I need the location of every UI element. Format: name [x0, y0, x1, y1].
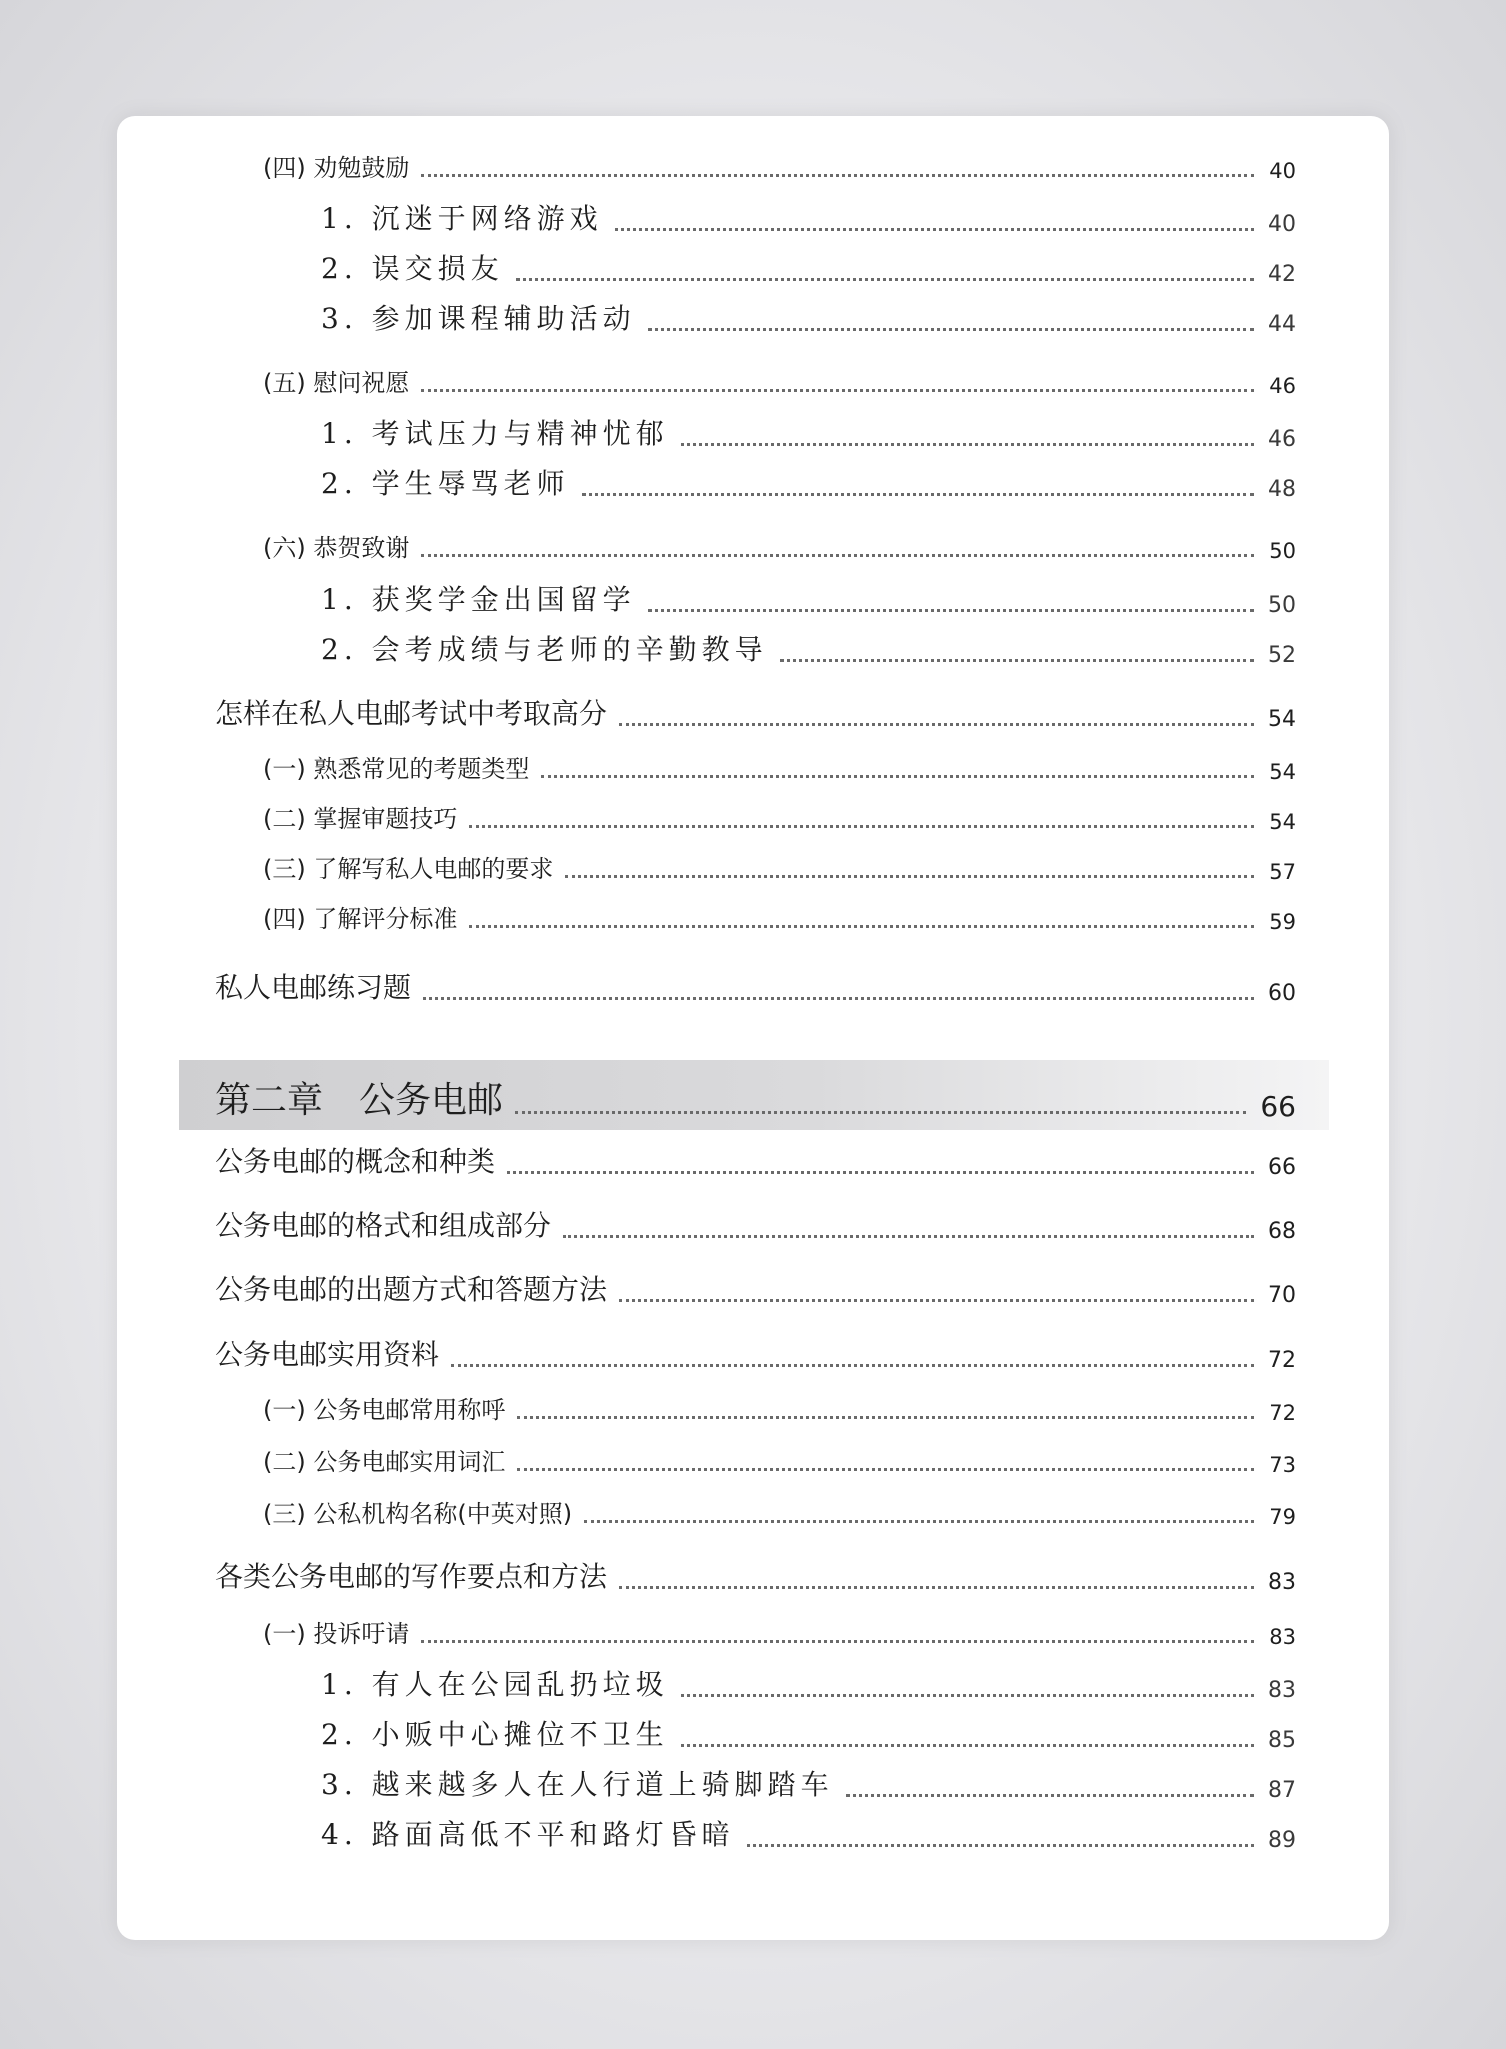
- dot-leader: [421, 174, 1254, 177]
- dot-leader: [619, 1586, 1254, 1589]
- page-number: 46: [1269, 374, 1296, 398]
- toc-entry-exam-tips-4[interactable]: [263, 899, 1296, 934]
- entry-label: 公务电邮实用资料: [215, 1338, 440, 1371]
- entry-label: 2. 会考成绩与老师的辛勤教导: [321, 633, 768, 666]
- dot-leader: [780, 659, 1254, 662]
- page-number: 59: [1269, 910, 1296, 934]
- dot-leader: [516, 278, 1254, 281]
- entry-label: (五) 慰问祝愿: [263, 369, 410, 397]
- page-number: 54: [1268, 707, 1296, 732]
- dot-leader: [421, 554, 1254, 557]
- page-number: 68: [1268, 1219, 1296, 1244]
- entry-label: 1. 获奖学金出国留学: [321, 583, 636, 616]
- toc-entry-writing-points-1-4[interactable]: [321, 1813, 1296, 1853]
- entry-label: 公务电邮的出题方式和答题方法: [215, 1273, 608, 1306]
- dot-leader: [541, 775, 1254, 778]
- entry-label: (一) 公务电邮常用称呼: [263, 1396, 506, 1424]
- page-number: 72: [1269, 1401, 1296, 1425]
- dot-leader: [648, 328, 1254, 331]
- toc-entry-writing-points[interactable]: [215, 1555, 1296, 1595]
- entry-label: 1. 有人在公园乱扔垃圾: [321, 1668, 669, 1701]
- page-number: 89: [1268, 1828, 1296, 1853]
- page-number: 57: [1269, 860, 1296, 884]
- entry-label: (四) 了解评分标准: [263, 905, 458, 933]
- dot-leader: [517, 1416, 1254, 1419]
- page-number: 83: [1268, 1678, 1296, 1703]
- dot-leader: [563, 1235, 1254, 1238]
- entry-label: 公务电邮的概念和种类: [215, 1145, 496, 1178]
- toc-entry-exam-tips-1[interactable]: [263, 749, 1296, 784]
- toc-entry-method[interactable]: [215, 1268, 1296, 1308]
- entry-label: 私人电邮练习题: [215, 971, 412, 1004]
- dot-leader: [421, 1640, 1254, 1643]
- toc-entry-section-4-1[interactable]: [321, 197, 1296, 237]
- toc-entry-format[interactable]: [215, 1204, 1296, 1244]
- entry-label: (二) 公务电邮实用词汇: [263, 1448, 506, 1476]
- dot-leader: [582, 493, 1254, 496]
- page-number: 52: [1268, 643, 1296, 668]
- entry-label: 1. 沉迷于网络游戏: [321, 202, 603, 235]
- page-number: 85: [1268, 1728, 1296, 1753]
- entry-label: 2. 误交损友: [321, 252, 504, 285]
- toc-entry-section-4-2[interactable]: [321, 247, 1296, 287]
- page-number: 70: [1268, 1283, 1296, 1308]
- dot-leader: [469, 925, 1254, 928]
- toc-entry-chapter-2[interactable]: [215, 1072, 1296, 1123]
- entry-label: (六) 恭贺致谢: [263, 534, 410, 562]
- toc-entry-writing-points-1[interactable]: [263, 1614, 1296, 1649]
- toc-entry-concept[interactable]: [215, 1140, 1296, 1180]
- toc-entry-section-4-3[interactable]: [321, 297, 1296, 337]
- page-number: 60: [1268, 981, 1296, 1006]
- dot-leader: [469, 825, 1254, 828]
- toc-page: [117, 116, 1389, 1940]
- entry-label: 4. 路面高低不平和路灯昏暗: [321, 1818, 735, 1851]
- page-number: 73: [1269, 1453, 1296, 1477]
- toc-entry-section-5-1[interactable]: [321, 412, 1296, 452]
- entry-label: 3. 越来越多人在人行道上骑脚踏车: [321, 1768, 834, 1801]
- page-number: 54: [1269, 760, 1296, 784]
- toc-entry-writing-points-1-2[interactable]: [321, 1713, 1296, 1753]
- page-number: 40: [1269, 159, 1296, 183]
- toc-entry-exam-tips-2[interactable]: [263, 799, 1296, 834]
- page-number: 66: [1268, 1155, 1296, 1180]
- toc-entry-section-6-1[interactable]: [321, 578, 1296, 618]
- page-number: 40: [1268, 212, 1296, 237]
- dot-leader: [517, 1468, 1254, 1471]
- entry-label: 公务电邮的格式和组成部分: [215, 1209, 552, 1242]
- dot-leader: [681, 1694, 1254, 1697]
- entry-label: (一) 投诉吁请: [263, 1620, 410, 1648]
- toc-entry-material-1[interactable]: [263, 1390, 1296, 1425]
- page-number: 50: [1269, 539, 1296, 563]
- page-number: 54: [1269, 810, 1296, 834]
- toc-entry-exam-tips-3[interactable]: [263, 849, 1296, 884]
- entry-label: 1. 考试压力与精神忧郁: [321, 417, 669, 450]
- toc-entry-exam-tips[interactable]: [215, 692, 1296, 732]
- dot-leader: [846, 1794, 1254, 1797]
- page-number: 72: [1268, 1348, 1296, 1373]
- page-number: 44: [1268, 312, 1296, 337]
- toc-entry-section-4[interactable]: [263, 148, 1296, 183]
- entry-label: 2. 学生辱骂老师: [321, 467, 570, 500]
- page-number: 46: [1268, 427, 1296, 452]
- entry-label: 各类公务电邮的写作要点和方法: [215, 1560, 608, 1593]
- entry-label: 2. 小贩中心摊位不卫生: [321, 1718, 669, 1751]
- entry-label: 3. 参加课程辅助活动: [321, 302, 636, 335]
- entry-label: 怎样在私人电邮考试中考取高分: [215, 697, 608, 730]
- toc-entry-practice[interactable]: [215, 966, 1296, 1006]
- toc-entry-writing-points-1-1[interactable]: [321, 1663, 1296, 1703]
- toc-entry-material[interactable]: [215, 1333, 1296, 1373]
- page-number: 79: [1269, 1505, 1296, 1529]
- dot-leader: [681, 1744, 1254, 1747]
- dot-leader: [681, 443, 1254, 446]
- page-number: 87: [1268, 1778, 1296, 1803]
- toc-entry-section-6[interactable]: [263, 528, 1296, 563]
- toc-entry-writing-points-1-3[interactable]: [321, 1763, 1296, 1803]
- page-number: 48: [1268, 477, 1296, 502]
- dot-leader: [615, 228, 1254, 231]
- dot-leader: [507, 1171, 1254, 1174]
- page-number: 83: [1268, 1570, 1296, 1595]
- entry-label: (一) 熟悉常见的考题类型: [263, 755, 530, 783]
- entry-label: (四) 劝勉鼓励: [263, 154, 410, 182]
- page-number: 42: [1268, 262, 1296, 287]
- dot-leader: [619, 1299, 1254, 1302]
- dot-leader: [421, 389, 1254, 392]
- entry-label: (三) 公私机构名称(中英对照): [263, 1500, 573, 1528]
- toc-entry-material-3[interactable]: [263, 1494, 1296, 1529]
- toc-entry-section-6-2[interactable]: [321, 628, 1296, 668]
- dot-leader: [565, 875, 1254, 878]
- dot-leader: [515, 1111, 1246, 1114]
- dot-leader: [584, 1520, 1254, 1523]
- toc-entry-material-2[interactable]: [263, 1442, 1296, 1477]
- page-number: 50: [1268, 593, 1296, 618]
- dot-leader: [619, 723, 1254, 726]
- entry-label: (二) 掌握审题技巧: [263, 805, 458, 833]
- toc-entry-section-5-2[interactable]: [321, 462, 1296, 502]
- dot-leader: [747, 1844, 1254, 1847]
- dot-leader: [423, 997, 1254, 1000]
- page-number: 66: [1260, 1090, 1296, 1123]
- chapter-title: 第二章 公务电邮: [215, 1080, 504, 1121]
- page-number: 83: [1269, 1625, 1296, 1649]
- dot-leader: [451, 1364, 1254, 1367]
- dot-leader: [648, 609, 1254, 612]
- toc-entry-section-5[interactable]: [263, 363, 1296, 398]
- entry-label: (三) 了解写私人电邮的要求: [263, 855, 554, 883]
